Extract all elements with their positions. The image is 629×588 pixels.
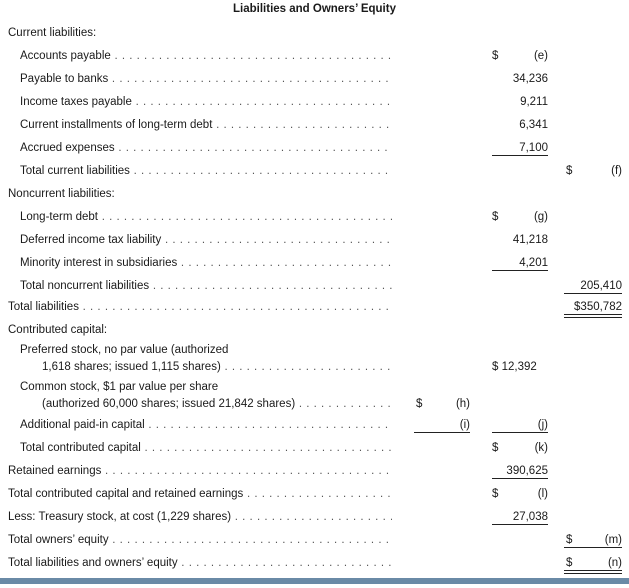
value-c3: (n) (607, 557, 622, 569)
currency-sign: $ (566, 165, 573, 177)
value-c2: 34,236 (512, 73, 548, 85)
row-label: Total liabilities . . . (8, 299, 392, 315)
row-label-line2: 1,618 shares; issued 1,115 shares) . . . (42, 359, 392, 375)
row-total-owners-equity (0, 532, 629, 550)
section-label: Noncurrent liabilities: (8, 188, 115, 200)
value-c2: (j) (537, 419, 548, 431)
row-long-term-debt (0, 209, 629, 227)
row-total-liabilities-equity (0, 555, 629, 573)
row-label: Accrued expenses . . . (20, 140, 392, 156)
section-label: Current liabilities: (8, 27, 97, 39)
row-common-stock (0, 379, 629, 415)
subtotal-underline (564, 547, 622, 548)
currency-sign: $ (492, 50, 499, 62)
row-label: Payable to banks . . . (20, 71, 392, 87)
row-label: Total current liabilities . . . (20, 163, 392, 179)
row-label: Total liabilities and owners’ equity . . . (8, 555, 392, 571)
row-label: Less: Treasury stock, at cost (1,229 shares) . . . (8, 509, 392, 525)
row-income-taxes-payable (0, 94, 629, 112)
row-preferred-stock (0, 342, 629, 378)
row-label-line1: Common stock, $1 par value per share (20, 381, 219, 393)
statement-title: Liabilities and Owners’ Equity (233, 3, 396, 15)
value-c2: 7,100 (519, 142, 548, 154)
value-c3: (f) (611, 165, 622, 177)
value-c2: (l) (537, 488, 548, 500)
row-label: Total contributed capital . . . (20, 440, 392, 456)
total-double-underline (564, 314, 622, 318)
section-contributed-capital (0, 322, 629, 340)
row-label: Long-term debt . . . (20, 209, 392, 225)
row-total-contributed (0, 440, 629, 458)
value-c2: (k) (534, 442, 548, 454)
value-c3: 205,410 (580, 280, 622, 292)
value-c2: (g) (533, 211, 548, 223)
total-double-underline (564, 570, 622, 574)
row-label: Deferred income tax liability . . . (20, 232, 392, 248)
row-label: Total contributed capital and retained earnings . . . (8, 486, 392, 502)
currency-sign: $ (492, 211, 499, 223)
row-total-noncurrent-liabilities (0, 278, 629, 296)
subtotal-underline (414, 432, 470, 433)
row-total-liabilities (0, 299, 629, 317)
value-c3: $350,782 (574, 301, 622, 313)
section-noncurrent-liabilities (0, 186, 629, 204)
currency-sign: $ (492, 488, 499, 500)
row-total-contributed-retained (0, 486, 629, 504)
row-label: Current installments of long-term debt . . . (20, 117, 392, 133)
currency-sign: $ (492, 442, 499, 454)
section-label: Contributed capital: (8, 324, 108, 336)
value-c2: 6,341 (519, 119, 548, 131)
row-label: Minority interest in subsidiaries . . . (20, 255, 392, 271)
value-c3: (m) (604, 534, 622, 546)
row-label: Total owners’ equity . . . (8, 532, 392, 548)
row-label: Additional paid-in capital . . . (20, 417, 392, 433)
row-payable-to-banks (0, 71, 629, 89)
subtotal-underline (492, 270, 548, 271)
currency-sign: $ (566, 534, 573, 546)
currency-sign: $ (416, 398, 423, 410)
row-label-line1: Preferred stock, no par value (authorized (20, 344, 229, 356)
value-c1: (h) (455, 398, 470, 410)
bottom-rule (0, 578, 629, 584)
value-c2: 27,038 (512, 511, 548, 523)
row-accounts-payable (0, 48, 629, 66)
section-current-liabilities (0, 25, 629, 43)
row-label: Retained earnings . . . (8, 463, 392, 479)
value-c2: 9,211 (520, 96, 548, 108)
value-c2: 4,201 (519, 257, 548, 269)
row-total-current-liabilities (0, 163, 629, 181)
value-c2: 390,625 (506, 465, 548, 477)
currency-sign: $ (566, 557, 573, 569)
subtotal-underline (564, 293, 622, 294)
value-c2: (e) (533, 50, 548, 62)
row-label: Accounts payable . . . (20, 48, 392, 64)
subtotal-underline (492, 478, 548, 479)
row-current-installments (0, 117, 629, 135)
row-deferred-income-tax (0, 232, 629, 250)
row-label: Income taxes payable . . . (20, 94, 392, 110)
value-c2: 41,218 (512, 234, 548, 246)
subtotal-underline (492, 155, 548, 156)
subtotal-underline (492, 524, 548, 525)
value-c1: (i) (459, 419, 470, 431)
row-label: Total noncurrent liabilities . . . (20, 278, 392, 294)
row-label-line2: (authorized 60,000 shares; issued 21,842 shares) . . . (42, 396, 392, 412)
value-c2: $ 12,392 (492, 361, 537, 373)
subtotal-underline (492, 432, 548, 433)
